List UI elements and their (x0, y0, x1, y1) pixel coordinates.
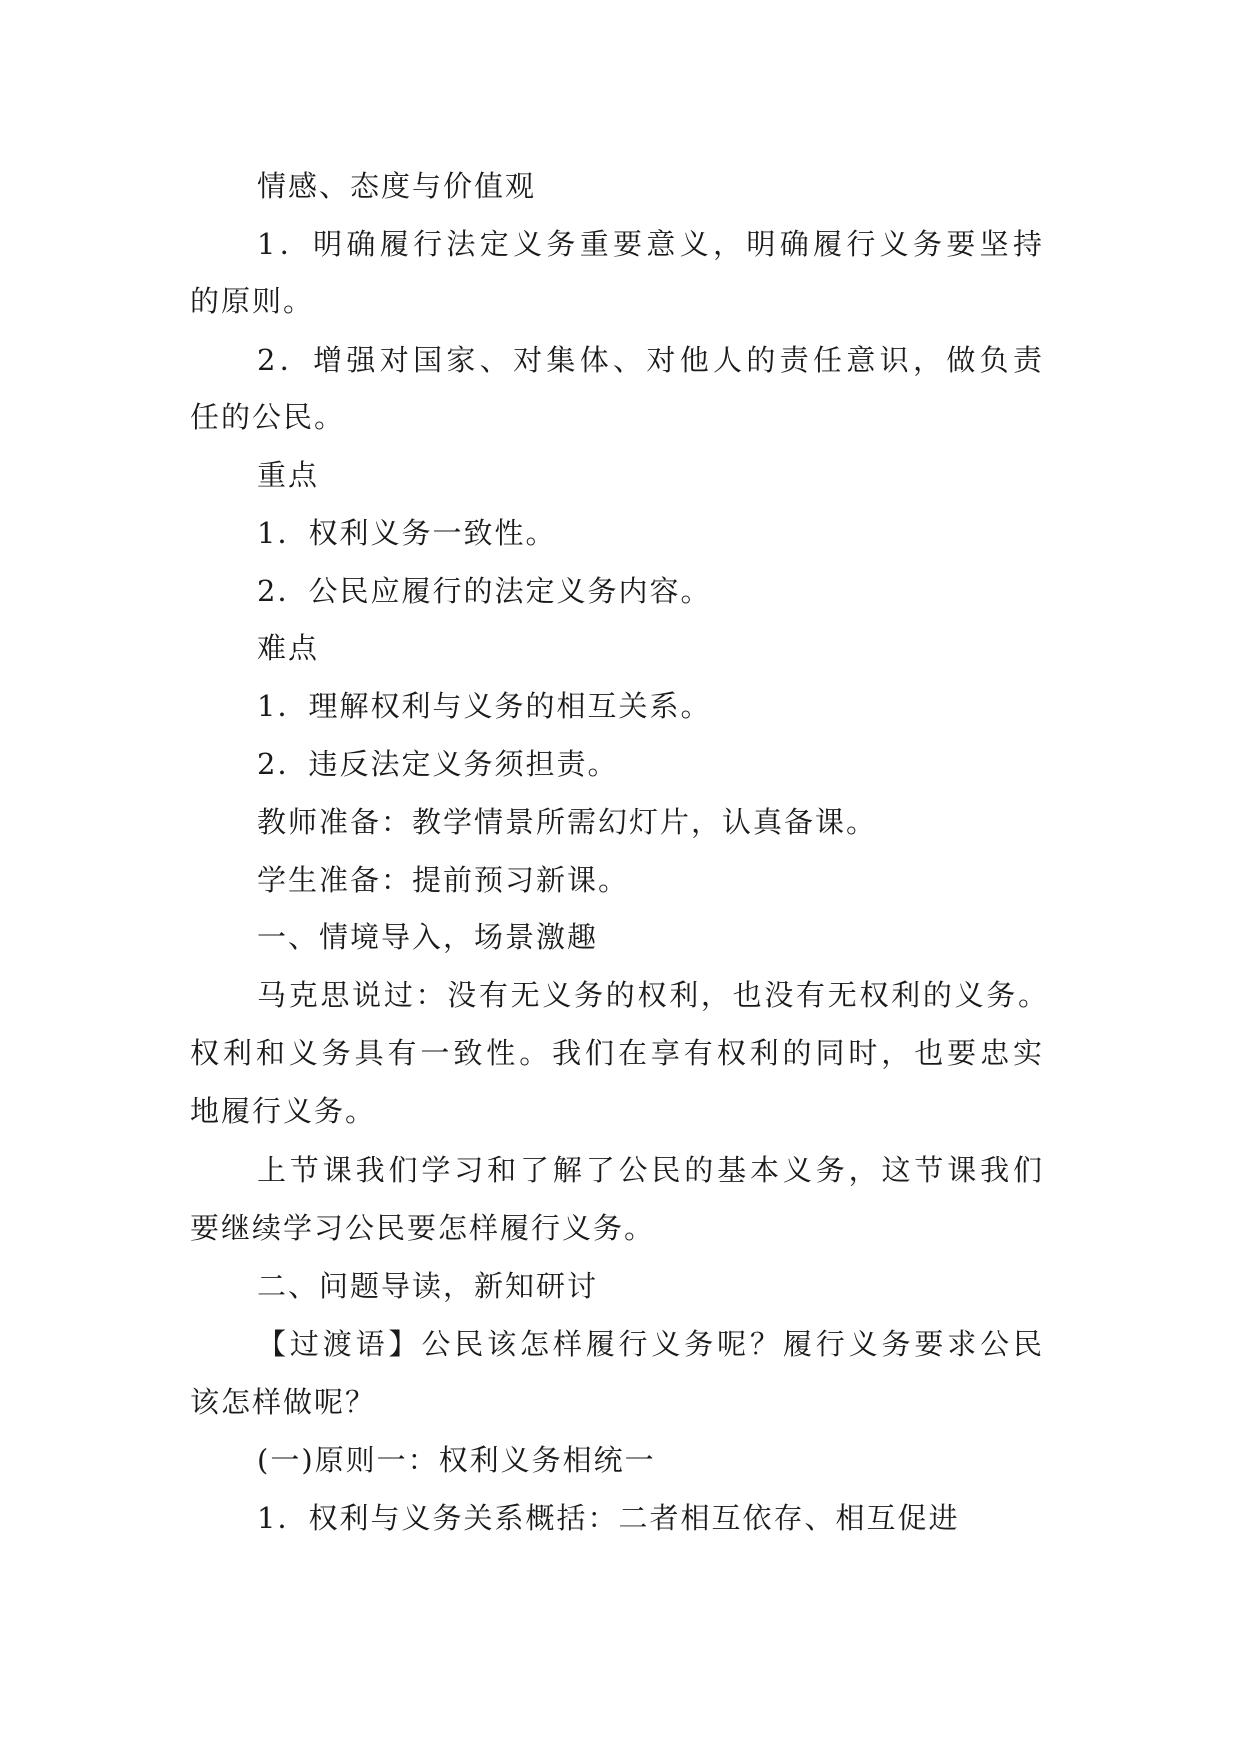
paragraph-line: 2．增强对国家、对集体、对他人的责任意识，做负责 (257, 343, 1042, 377)
paragraph-line: 任的公民。 (190, 400, 346, 434)
student-preparation: 学生准备：提前预习新课。 (257, 863, 630, 897)
section-heading-difficulties: 难点 (257, 631, 320, 665)
section-heading-key-points: 重点 (257, 458, 320, 492)
paragraph-line: 权利和义务具有一致性。我们在享有权利的同时，也要忠实 (190, 1036, 1042, 1070)
subsection-heading-principle-one: (一)原则一：权利义务相统一 (257, 1443, 656, 1477)
paragraph-line: 地履行义务。 (190, 1094, 377, 1128)
section-heading-emotion-attitude-values: 情感、态度与价值观 (257, 169, 537, 203)
paragraph-line: 马克思说过：没有无义务的权利，也没有无权利的义务。 (257, 978, 1047, 1012)
list-item: 1．权利与义务关系概括：二者相互依存、相互促进 (257, 1501, 960, 1535)
paragraph-line: 要继续学习公民要怎样履行义务。 (190, 1211, 656, 1245)
paragraph-line: 【过渡语】公民该怎样履行义务呢？履行义务要求公民 (257, 1327, 1042, 1361)
list-item: 2．违反法定义务须担责。 (257, 747, 619, 781)
list-item: 1．权利义务一致性。 (257, 516, 557, 550)
teacher-preparation: 教师准备：教学情景所需幻灯片，认真备课。 (257, 805, 878, 839)
section-heading-guided-reading: 二、问题导读，新知研讨 (257, 1269, 599, 1303)
list-item: 1．理解权利与义务的相互关系。 (257, 689, 712, 723)
section-heading-introduction: 一、情境导入，场景激趣 (257, 920, 599, 954)
paragraph-line: 1．明确履行法定义务重要意义，明确履行义务要坚持 (257, 227, 1042, 261)
paragraph-line: 的原则。 (190, 284, 315, 318)
paragraph-line: 上节课我们学习和了解了公民的基本义务，这节课我们 (257, 1153, 1042, 1187)
paragraph-line: 该怎样做呢？ (190, 1385, 377, 1419)
list-item: 2．公民应履行的法定义务内容。 (257, 574, 712, 608)
